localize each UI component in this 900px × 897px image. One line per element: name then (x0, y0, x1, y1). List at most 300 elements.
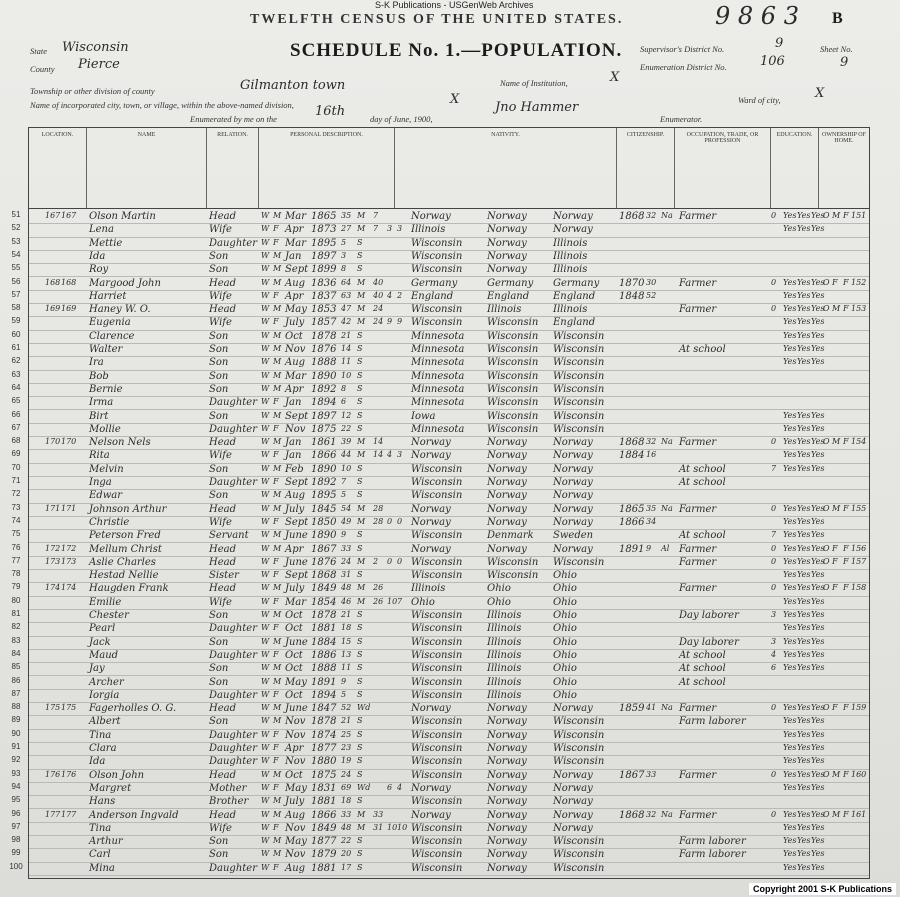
line-number: 80 (11, 595, 21, 605)
months-school: 0 (771, 769, 777, 779)
line-number: 77 (11, 555, 21, 565)
age-cell: 63 (341, 290, 352, 300)
table-row (11, 795, 869, 809)
county-value: Pierce (78, 57, 120, 72)
can-read: Yes (783, 317, 797, 327)
birthplace-cell: Wisconsin (411, 663, 463, 675)
occupation-cell: Day laborer (679, 610, 739, 621)
mother-birthplace: Wisconsin (553, 397, 605, 409)
can-write: Yes (797, 583, 811, 593)
birth-year: 1881 (311, 862, 337, 874)
birth-month: Mar (285, 596, 306, 608)
family-number: 169 (61, 304, 77, 314)
speaks-english: Yes (811, 636, 825, 646)
years-married: 14 (373, 450, 384, 460)
birthplace-cell: Wisconsin (411, 649, 463, 661)
can-read: Yes (783, 543, 797, 553)
birthplace-cell: Wisconsin (411, 729, 463, 741)
mother-birthplace: England (553, 317, 596, 329)
can-write: Yes (797, 503, 811, 513)
relation-cell: Head (209, 277, 237, 289)
years-married: 26 (373, 596, 384, 606)
children-born: 0 (387, 556, 393, 566)
father-birthplace: Wisconsin (487, 423, 539, 435)
person-name: Arthur (89, 836, 123, 848)
sex-cell: F (273, 556, 279, 566)
table-row (11, 835, 869, 849)
birthplace-cell: Wisconsin (411, 676, 463, 688)
birthplace-cell: Norway (411, 437, 451, 449)
sex-cell: M (273, 264, 282, 274)
can-read: Yes (783, 503, 797, 513)
years-in-us: 52 (646, 290, 657, 300)
father-birthplace: Wisconsin (487, 370, 539, 382)
months-school: 0 (771, 583, 777, 593)
color-cell: W (261, 211, 270, 220)
header-divider (29, 208, 869, 209)
farm-house: F (843, 437, 849, 447)
color-cell: W (261, 224, 270, 234)
person-name: Emilie (89, 596, 122, 608)
line-number: 86 (11, 675, 21, 685)
line-number: 94 (11, 781, 21, 791)
line-number: 88 (11, 702, 21, 712)
can-write: Yes (797, 663, 811, 673)
can-read: Yes (783, 663, 797, 673)
birthplace-cell: Minnesota (411, 397, 465, 409)
color-cell: W (261, 277, 270, 287)
mother-birthplace: Wisconsin (553, 862, 605, 874)
speaks-english: Yes (811, 729, 825, 739)
father-birthplace: Norway (487, 503, 527, 515)
years-married: 7 (373, 211, 379, 220)
relation-cell: Head (209, 437, 237, 449)
age-cell: 19 (341, 756, 352, 766)
table-row (11, 329, 869, 344)
family-number: 173 (61, 556, 77, 566)
marital-cell: S (357, 570, 363, 580)
line-number: 72 (11, 489, 21, 499)
children-born: 10 (387, 822, 398, 832)
can-write: Yes (797, 862, 811, 872)
person-name: Harriet (89, 290, 127, 302)
age-cell: 44 (341, 450, 352, 460)
years-in-us: 30 (646, 277, 657, 287)
speaks-english: Yes (811, 782, 825, 792)
mother-birthplace: Wisconsin (553, 729, 605, 741)
can-read: Yes (783, 423, 797, 433)
birth-month: Aug (285, 277, 306, 289)
relation-cell: Head (209, 703, 237, 715)
can-read: Yes (783, 756, 797, 766)
months-school: 0 (771, 556, 777, 566)
mother-birthplace: Wisconsin (553, 836, 605, 848)
immigration-year: 1867 (619, 769, 645, 781)
col-occupation: OCCUPATION, TRADE, OR PROFESSION (675, 128, 771, 208)
line-number: 74 (11, 515, 21, 525)
years-married: 24 (373, 317, 384, 327)
color-cell: W (261, 543, 270, 553)
speaks-english: Yes (811, 503, 825, 513)
age-cell: 22 (341, 423, 352, 433)
birth-year: 1878 (311, 610, 337, 621)
color-cell: W (261, 477, 270, 486)
years-married: 14 (373, 437, 384, 447)
person-name: Mettie (89, 237, 123, 249)
person-name: Eugenia (89, 317, 131, 329)
birth-year: 1895 (311, 237, 337, 249)
children-born: 9 (387, 317, 393, 327)
can-read: Yes (783, 277, 797, 287)
naturalization: Na (661, 703, 673, 713)
birth-year: 1888 (311, 663, 337, 675)
birth-month: Jan (285, 450, 302, 462)
owned-rented: O (823, 556, 830, 566)
speaks-english: Yes (811, 716, 825, 726)
relation-cell: Daughter (209, 477, 257, 488)
can-read: Yes (783, 623, 797, 633)
marital-cell: S (357, 330, 363, 340)
col-nativity: NATIVITY. (395, 128, 617, 208)
table-row (11, 808, 869, 823)
sex-cell: M (273, 437, 282, 447)
birth-month: July (285, 583, 305, 595)
can-read: Yes (783, 556, 797, 566)
age-cell: 23 (341, 743, 352, 752)
person-name: Clara (89, 743, 117, 754)
occupation-cell: At school (679, 676, 726, 688)
line-number: 92 (11, 755, 21, 765)
color-cell: W (261, 437, 270, 447)
birthplace-cell: Wisconsin (411, 463, 463, 475)
occupation-cell: At school (679, 530, 726, 542)
sex-cell: M (273, 610, 282, 619)
mother-birthplace: Norway (553, 703, 593, 715)
speaks-english: Yes (811, 663, 825, 673)
birth-year: 1876 (311, 556, 337, 568)
birth-month: Nov (285, 716, 306, 728)
father-birthplace: Illinois (487, 676, 522, 688)
birthplace-cell: Norway (411, 809, 451, 821)
age-cell: 20 (341, 849, 352, 859)
mortgage-cell: F (832, 556, 838, 566)
sex-cell: F (273, 237, 279, 247)
mother-birthplace: Illinois (553, 264, 588, 276)
marital-cell: S (357, 796, 363, 806)
table-row (11, 223, 869, 237)
months-school: 4 (771, 649, 777, 659)
father-birthplace: Wisconsin (487, 317, 539, 329)
speaks-english: Yes (811, 570, 825, 580)
children-born: 0 (387, 516, 393, 526)
age-cell: 9 (341, 676, 347, 686)
birthplace-cell: Ohio (411, 596, 435, 608)
color-cell: W (261, 729, 270, 739)
birthplace-cell: Illinois (411, 583, 446, 595)
father-birthplace: Norway (487, 809, 527, 821)
relation-cell: Son (209, 663, 229, 675)
person-name: Iorgia (89, 689, 120, 701)
relation-cell: Head (209, 809, 237, 821)
relation-cell: Wife (209, 596, 232, 608)
father-birthplace: Ohio (487, 583, 511, 595)
mortgage-cell: M (832, 809, 841, 819)
mother-birthplace: Sweden (553, 530, 594, 542)
line-number: 51 (11, 210, 21, 219)
birth-month: Jan (285, 437, 302, 449)
children-born: 3 (387, 224, 393, 234)
color-cell: W (261, 490, 270, 500)
person-name: Bernie (89, 383, 123, 395)
birth-year: 1868 (311, 570, 337, 582)
person-name: Haney W. O. (89, 304, 151, 316)
age-cell: 12 (341, 410, 352, 420)
can-write: Yes (797, 636, 811, 646)
col-ownership: OWNERSHIP OF HOME. (822, 132, 866, 144)
immigration-year: 1848 (619, 290, 645, 302)
speaks-english: Yes (811, 423, 825, 433)
immigration-year: 1868 (619, 437, 645, 449)
father-birthplace: Illinois (487, 649, 522, 661)
person-name: Inga (89, 477, 112, 488)
relation-cell: Son (209, 716, 229, 728)
mother-birthplace: Norway (553, 477, 593, 488)
farm-house: F (843, 583, 849, 593)
age-cell: 3 (341, 250, 347, 260)
father-birthplace: England (487, 290, 530, 302)
line-number: 71 (11, 476, 21, 485)
can-read: Yes (783, 463, 797, 473)
person-name: Hestad Nellie (89, 570, 159, 582)
birth-year: 1857 (311, 317, 337, 329)
birth-month: May (285, 304, 307, 316)
farm-schedule: 154 (851, 437, 867, 447)
occupation-cell: Day laborer (679, 636, 739, 648)
person-name: Peterson Fred (89, 530, 161, 542)
ward-label: Ward of city, (738, 95, 781, 105)
can-write: Yes (797, 463, 811, 473)
birth-year: 1895 (311, 490, 337, 502)
relation-cell: Daughter (209, 623, 257, 635)
years-married: 40 (373, 277, 384, 287)
birth-month: Aug (285, 357, 306, 369)
marital-cell: S (357, 610, 363, 619)
relation-cell: Son (209, 383, 229, 395)
line-number: 66 (11, 409, 21, 419)
mother-birthplace: Wisconsin (553, 556, 605, 568)
institution-value: X (610, 70, 620, 85)
birth-month: Apr (285, 290, 304, 302)
birthplace-cell: Wisconsin (411, 490, 463, 502)
dwelling-number: 177 (45, 809, 61, 819)
birth-year: 1886 (311, 649, 337, 661)
col-personal: PERSONAL DESCRIPTION. (259, 128, 395, 208)
color-cell: W (261, 423, 270, 433)
birthplace-cell: Wisconsin (411, 689, 463, 701)
birth-year: 1853 (311, 304, 337, 316)
speaks-english: Yes (811, 583, 825, 593)
owned-rented: O (823, 304, 830, 314)
can-read: Yes (783, 516, 797, 526)
birth-year: 1866 (311, 450, 337, 462)
person-name: Melvin (89, 463, 124, 475)
can-write: Yes (797, 623, 811, 633)
sex-cell: F (273, 623, 279, 633)
occupation-cell: At school (679, 463, 726, 475)
father-birthplace: Norway (487, 437, 527, 449)
sex-cell: M (273, 849, 282, 859)
color-cell: W (261, 237, 270, 247)
family-number: 176 (61, 769, 77, 779)
birth-year: 1877 (311, 743, 337, 754)
can-write: Yes (797, 450, 811, 460)
can-write: Yes (797, 357, 811, 367)
months-school: 0 (771, 503, 777, 513)
person-name: Olson Martin (89, 211, 156, 222)
mother-birthplace: Norway (553, 796, 593, 808)
years-in-us: 33 (646, 769, 657, 779)
speaks-english: Yes (811, 849, 825, 859)
birth-month: Nov (285, 849, 306, 861)
mortgage-cell: F (832, 277, 838, 287)
color-cell: W (261, 822, 270, 832)
birth-year: 1897 (311, 410, 337, 422)
line-number: 76 (11, 542, 21, 552)
years-married: 2 (373, 556, 379, 566)
dwelling-number: 167 (45, 211, 61, 220)
person-name: Irma (89, 397, 114, 409)
relation-cell: Wife (209, 224, 232, 236)
farm-schedule: 159 (851, 703, 867, 713)
marital-cell: S (357, 463, 363, 473)
birthplace-cell: Wisconsin (411, 477, 463, 488)
color-cell: W (261, 290, 270, 300)
line-number: 81 (11, 609, 21, 618)
table-row (11, 622, 869, 636)
line-number: 64 (11, 382, 21, 392)
state-label: State (30, 46, 47, 56)
sex-cell: M (273, 490, 282, 500)
color-cell: W (261, 663, 270, 673)
family-number: 175 (61, 703, 77, 713)
years-married: 24 (373, 304, 384, 314)
birth-month: Mar (285, 237, 306, 249)
age-cell: 10 (341, 463, 352, 473)
person-name: Ida (89, 756, 106, 768)
can-write: Yes (797, 516, 811, 526)
birth-month: Apr (285, 383, 304, 395)
person-name: Fagerholles O. G. (89, 703, 177, 715)
marital-cell: S (357, 344, 363, 353)
col-education: EDUCATION. (771, 128, 819, 208)
months-school: 3 (771, 636, 777, 646)
mortgage-cell: M (832, 304, 841, 314)
person-name: Roy (89, 264, 109, 276)
line-number: 65 (11, 396, 21, 406)
father-birthplace: Wisconsin (487, 410, 539, 422)
can-read: Yes (783, 437, 797, 447)
birthplace-cell: Wisconsin (411, 530, 463, 542)
speaks-english: Yes (811, 211, 825, 220)
can-read: Yes (783, 862, 797, 872)
marital-cell: S (357, 729, 363, 739)
mother-birthplace: Wisconsin (553, 370, 605, 382)
mortgage-cell: F (832, 543, 838, 553)
sex-cell: F (273, 423, 279, 433)
birth-month: July (285, 317, 305, 329)
marital-cell: S (357, 663, 363, 673)
publisher-note: S-K Publications - USGenWeb Archives (375, 0, 534, 10)
can-write: Yes (797, 543, 811, 553)
color-cell: W (261, 330, 270, 340)
years-in-us: 35 (646, 503, 657, 513)
enumerated-mid: day of June, 1900, (370, 114, 433, 124)
mother-birthplace: Ohio (553, 649, 577, 661)
owned-rented: O (823, 211, 830, 220)
birth-month: Nov (285, 729, 306, 741)
age-cell: 31 (341, 570, 352, 580)
birth-year: 1879 (311, 849, 337, 861)
can-write: Yes (797, 809, 811, 819)
family-number: 168 (61, 277, 77, 287)
sex-cell: F (273, 596, 279, 606)
person-name: Olson John (89, 769, 145, 781)
birth-month: Feb (285, 463, 304, 475)
color-cell: W (261, 516, 270, 526)
mother-birthplace: Norway (553, 822, 593, 834)
relation-cell: Son (209, 836, 229, 848)
birth-month: Sept (285, 410, 309, 422)
enumerated-prefix: Enumerated by me on the (190, 114, 277, 124)
father-birthplace: Illinois (487, 623, 522, 635)
mother-birthplace: Ohio (553, 596, 577, 608)
occupation-cell: Farmer (679, 437, 717, 449)
family-number: 171 (61, 503, 77, 513)
marital-cell: M (357, 211, 366, 220)
birth-year: 1831 (311, 782, 337, 794)
can-read: Yes (783, 782, 797, 792)
sex-cell: F (273, 317, 279, 327)
years-in-us: 16 (646, 450, 657, 460)
birthplace-cell: Minnesota (411, 423, 465, 435)
age-cell: 17 (341, 862, 352, 872)
birth-year: 1875 (311, 769, 337, 781)
schedule-title: SCHEDULE No. 1.—POPULATION. (290, 40, 623, 61)
immigration-year: 1868 (619, 809, 645, 821)
incorporated-label: Name of incorporated city, town, or village, within the above-named division, (30, 100, 294, 110)
occupation-cell: Farmer (679, 543, 717, 555)
speaks-english: Yes (811, 290, 825, 300)
occupation-cell: Farmer (679, 703, 717, 715)
person-name: Lena (89, 224, 114, 236)
relation-cell: Son (209, 330, 229, 342)
months-school: 0 (771, 437, 777, 447)
father-birthplace: Norway (487, 862, 527, 874)
marital-cell: M (357, 437, 366, 447)
years-in-us: 32 (646, 437, 657, 447)
birth-month: Oct (285, 623, 303, 635)
birthplace-cell: Minnesota (411, 330, 465, 342)
mother-birthplace: Germany (553, 277, 600, 289)
speaks-english: Yes (811, 649, 825, 659)
mortgage-cell: F (832, 703, 838, 713)
father-birthplace: Norway (487, 796, 527, 808)
age-cell: 48 (341, 822, 352, 832)
father-birthplace: Denmark (487, 530, 534, 542)
relation-cell: Daughter (209, 423, 257, 435)
can-read: Yes (783, 224, 797, 234)
birth-year: 1850 (311, 516, 337, 528)
